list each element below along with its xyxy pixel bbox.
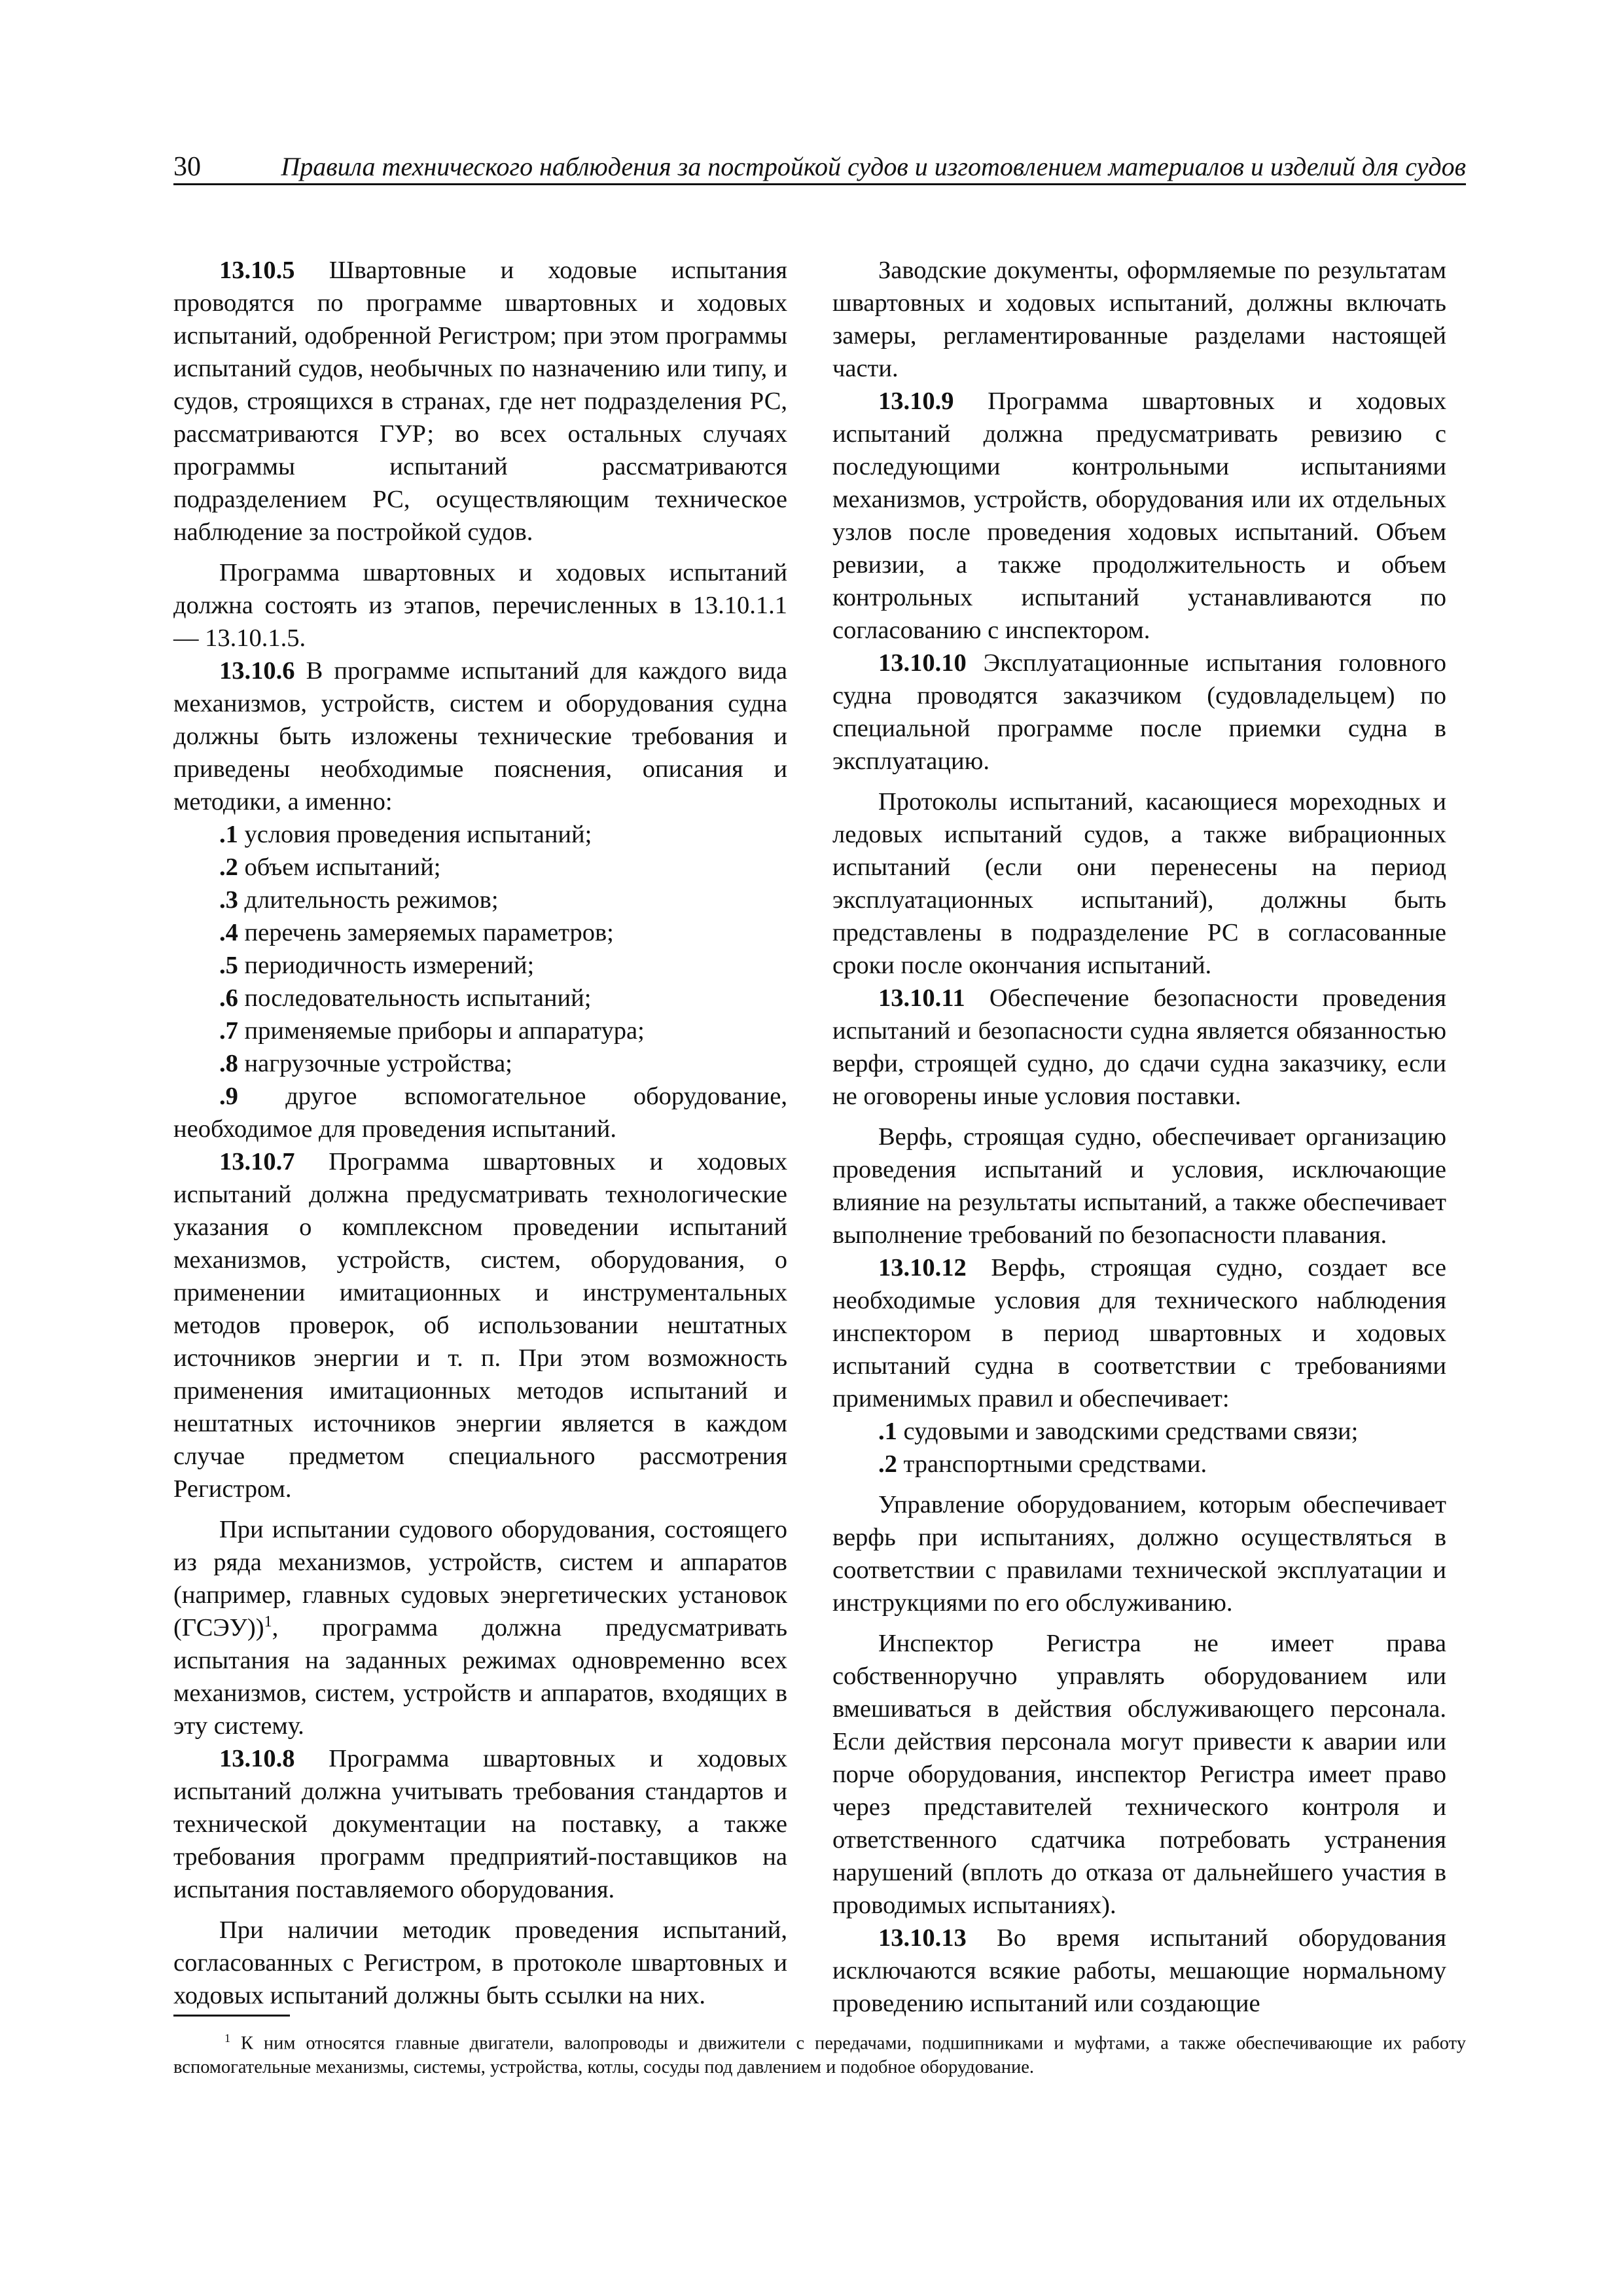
paragraph-text: Программа швартовных и ходовых испытаний должна предусматривать ревизию с последующими контрольными испытаниями механизмов, устройств, оборудования или их отдельных узлов после проведения ходовых испытаний. Объем ревизии, а также продолжительность и объем контрольных испытаний устанавливаются по согласованию с инспектором. xyxy=(832,387,1446,644)
section-number: 13.10.5 xyxy=(219,257,295,284)
paragraph-13-10-7 xyxy=(173,1145,787,1505)
item-number: .6 xyxy=(219,984,238,1012)
list-item xyxy=(173,851,787,884)
section-number: 13.10.7 xyxy=(219,1148,295,1175)
running-header xyxy=(173,147,1466,185)
paragraph-13-10-9 xyxy=(832,385,1446,647)
item-text: транспортными средствами. xyxy=(897,1450,1207,1478)
paragraph-text: Во время испытаний оборудования исключаются всякие работы, мешающие нормальному проведению испытаний или создающие xyxy=(832,1924,1446,2017)
paragraph-text: При испытании судового оборудования, состоящего из ряда механизмов, устройств, систем и аппаратов (например, главных судовых энергетических установок (ГСЭУ)) xyxy=(173,1516,787,1641)
item-number: .7 xyxy=(219,1017,238,1045)
footnote-rule xyxy=(173,2015,290,2017)
item-text: длительность режимов; xyxy=(238,886,499,914)
paragraph: Инспектор Регистра не имеет права собственноручно управлять оборудованием или вмешиваться в действия обслуживающего персонала. Если действия персонала могут привести к аварии или порче оборудования, инспектор Регистра имеет право через представителей технического контроля и ответственного сдатчика потребовать устранения нарушений (вплоть до отказа от дальнейшего участия в проводимых испытаниях). xyxy=(832,1630,1446,1919)
list-item xyxy=(173,982,787,1014)
header-title: Правила технического наблюдения за постройкой судов и изготовлением материалов и изделий для судов xyxy=(281,152,1466,181)
section-number: 13.10.11 xyxy=(878,984,965,1012)
footnote xyxy=(173,2026,1466,2079)
item-number: .9 xyxy=(219,1083,238,1110)
list-item xyxy=(173,884,787,916)
section-number: 13.10.13 xyxy=(878,1924,967,1952)
right-column xyxy=(832,254,1446,2020)
item-text: судовыми и заводскими средствами связи; xyxy=(897,1418,1359,1445)
paragraph-text: Эксплуатационные испытания головного судна проводятся заказчиком (судовладельцем) по специальной программе после приемки судна в эксплуатацию. xyxy=(832,649,1446,775)
list-item xyxy=(173,1047,787,1080)
list-item xyxy=(173,916,787,949)
item-number: .1 xyxy=(219,821,238,848)
paragraph-text: В программе испытаний для каждого вида механизмов, устройств, систем и оборудования судна должны быть изложены технические требования и приведены необходимые пояснения, описания и методики, а именно: xyxy=(173,657,787,816)
paragraph: При наличии методик проведения испытаний, согласованных с Регистром, в протоколе швартовных и ходовых испытаний должны быть ссылки на них. xyxy=(173,1916,787,2009)
paragraph-13-10-5 xyxy=(173,254,787,548)
paragraph-13-10-11 xyxy=(832,982,1446,1113)
section-number: 13.10.10 xyxy=(878,649,967,677)
item-number: .3 xyxy=(219,886,238,914)
paragraph-text: Швартовные и ходовые испытания проводятся по программе швартовных и ходовых испытаний, одобренной Регистром; при этом программы испытаний судов, необычных по назначению или типу, и судов, строящихся в странах, где нет подразделения РС, рассматриваются ГУР; во всех остальных случаях программы испытаний рассматриваются подразделением РС, осуществляющим техническое наблюдение за постройкой судов. xyxy=(173,257,787,546)
paragraph-13-10-8 xyxy=(173,1742,787,1906)
item-text: условия проведения испытаний; xyxy=(238,821,592,848)
item-text: перечень замеряемых параметров; xyxy=(238,919,614,946)
paragraph-text: , программа должна предусматривать испытания на заданных режимах одновременно всех механизмов, систем, устройств и аппаратов, входящих в эту систему. xyxy=(173,1614,787,1740)
paragraph xyxy=(173,1513,787,1742)
list-item xyxy=(173,1080,787,1145)
paragraph-13-10-6 xyxy=(173,655,787,818)
paragraph-text: Программа швартовных и ходовых испытаний должна предусматривать технологические указания о комплексном проведении испытаний механизмов, устройств, систем, оборудования, о применении имитационных и инструментальных методов проверок, об использовании нештатных источников энергии и т. п. При этом возможность применения имитационных методов испытаний и нештатных источников энергии является в каждом случае предметом специального рассмотрения Регистром. xyxy=(173,1148,787,1503)
section-number: 13.10.12 xyxy=(878,1254,967,1282)
list-item xyxy=(173,1014,787,1047)
paragraph-13-10-13 xyxy=(832,1922,1446,2020)
item-number: .2 xyxy=(219,853,238,881)
footnote-mark: 1 xyxy=(224,2032,230,2045)
header-rule xyxy=(173,183,1466,185)
paragraph-text: Обеспечение безопасности проведения испытаний и безопасности судна является обязанностью верфи, строящей судно, до сдачи судна заказчику, если не оговорены иные условия поставки. xyxy=(832,984,1446,1110)
paragraph-13-10-12 xyxy=(832,1251,1446,1415)
section-number: 13.10.9 xyxy=(878,387,954,415)
paragraph-text: Программа швартовных и ходовых испытаний должна учитывать требования стандартов и технической документации на поставку, а также требования программ предприятий-поставщиков на испытания поставляемого оборудования. xyxy=(173,1745,787,1903)
footnote-text: К ним относятся главные двигатели, валопроводы и движители с передачами, подшипниками и муфтами, а также обеспечивающие их работу вспомогательные механизмы, системы, устройства, котлы, сосуды под давлением и подобное оборудование. xyxy=(173,2033,1466,2077)
item-number: .1 xyxy=(878,1418,897,1445)
paragraph: Верфь, строящая судно, обеспечивает организацию проведения испытаний и условия, исключающие влияние на результаты испытаний, а также обеспечивает выполнение требований по безопасности плавания. xyxy=(832,1123,1446,1249)
item-text: другое вспомогательное оборудование, необходимое для проведения испытаний. xyxy=(173,1083,787,1143)
paragraph: Программа швартовных и ходовых испытаний должна состоять из этапов, перечисленных в 13.10.1.1 — 13.10.1.5. xyxy=(173,559,787,652)
item-number: .5 xyxy=(219,952,238,979)
list-item xyxy=(173,818,787,851)
list-item xyxy=(173,949,787,982)
section-number: 13.10.8 xyxy=(219,1745,295,1772)
item-text: нагрузочные устройства; xyxy=(238,1050,512,1077)
left-column xyxy=(173,254,787,2012)
item-number: .4 xyxy=(219,919,238,946)
paragraph-13-10-10 xyxy=(832,647,1446,778)
paragraph: Управление оборудованием, которым обеспечивает верфь при испытаниях, должно осуществляться в соответствии с правилами технической эксплуатации и инструкциями по его обслуживанию. xyxy=(832,1491,1446,1617)
item-text: объем испытаний; xyxy=(238,853,441,881)
list-item xyxy=(832,1448,1446,1480)
paragraph: Заводские документы, оформляемые по результатам швартовных и ходовых испытаний, должны включать замеры, регламентированные разделами настоящей части. xyxy=(832,257,1446,382)
paragraph-text: Верфь, строящая судно, создает все необходимые условия для технического наблюдения инспектором в период швартовных и ходовых испытаний судна в соответствии с требованиями применимых правил и обеспечивает: xyxy=(832,1254,1446,1412)
footnote-reference[interactable]: 1 xyxy=(264,1613,272,1631)
item-text: применяемые приборы и аппаратура; xyxy=(238,1017,645,1045)
item-text: последовательность испытаний; xyxy=(238,984,592,1012)
page-number: 30 xyxy=(173,152,201,182)
section-number: 13.10.6 xyxy=(219,657,295,685)
item-number: .8 xyxy=(219,1050,238,1077)
item-number: .2 xyxy=(878,1450,897,1478)
paragraph: Протоколы испытаний, касающиеся мореходных и ледовых испытаний судов, а также вибрационных испытаний (если они перенесены на период эксплуатационных испытаний), должны быть представлены в подразделение РС в согласованные сроки после окончания испытаний. xyxy=(832,788,1446,979)
list-item xyxy=(832,1415,1446,1448)
item-text: периодичность измерений; xyxy=(238,952,535,979)
